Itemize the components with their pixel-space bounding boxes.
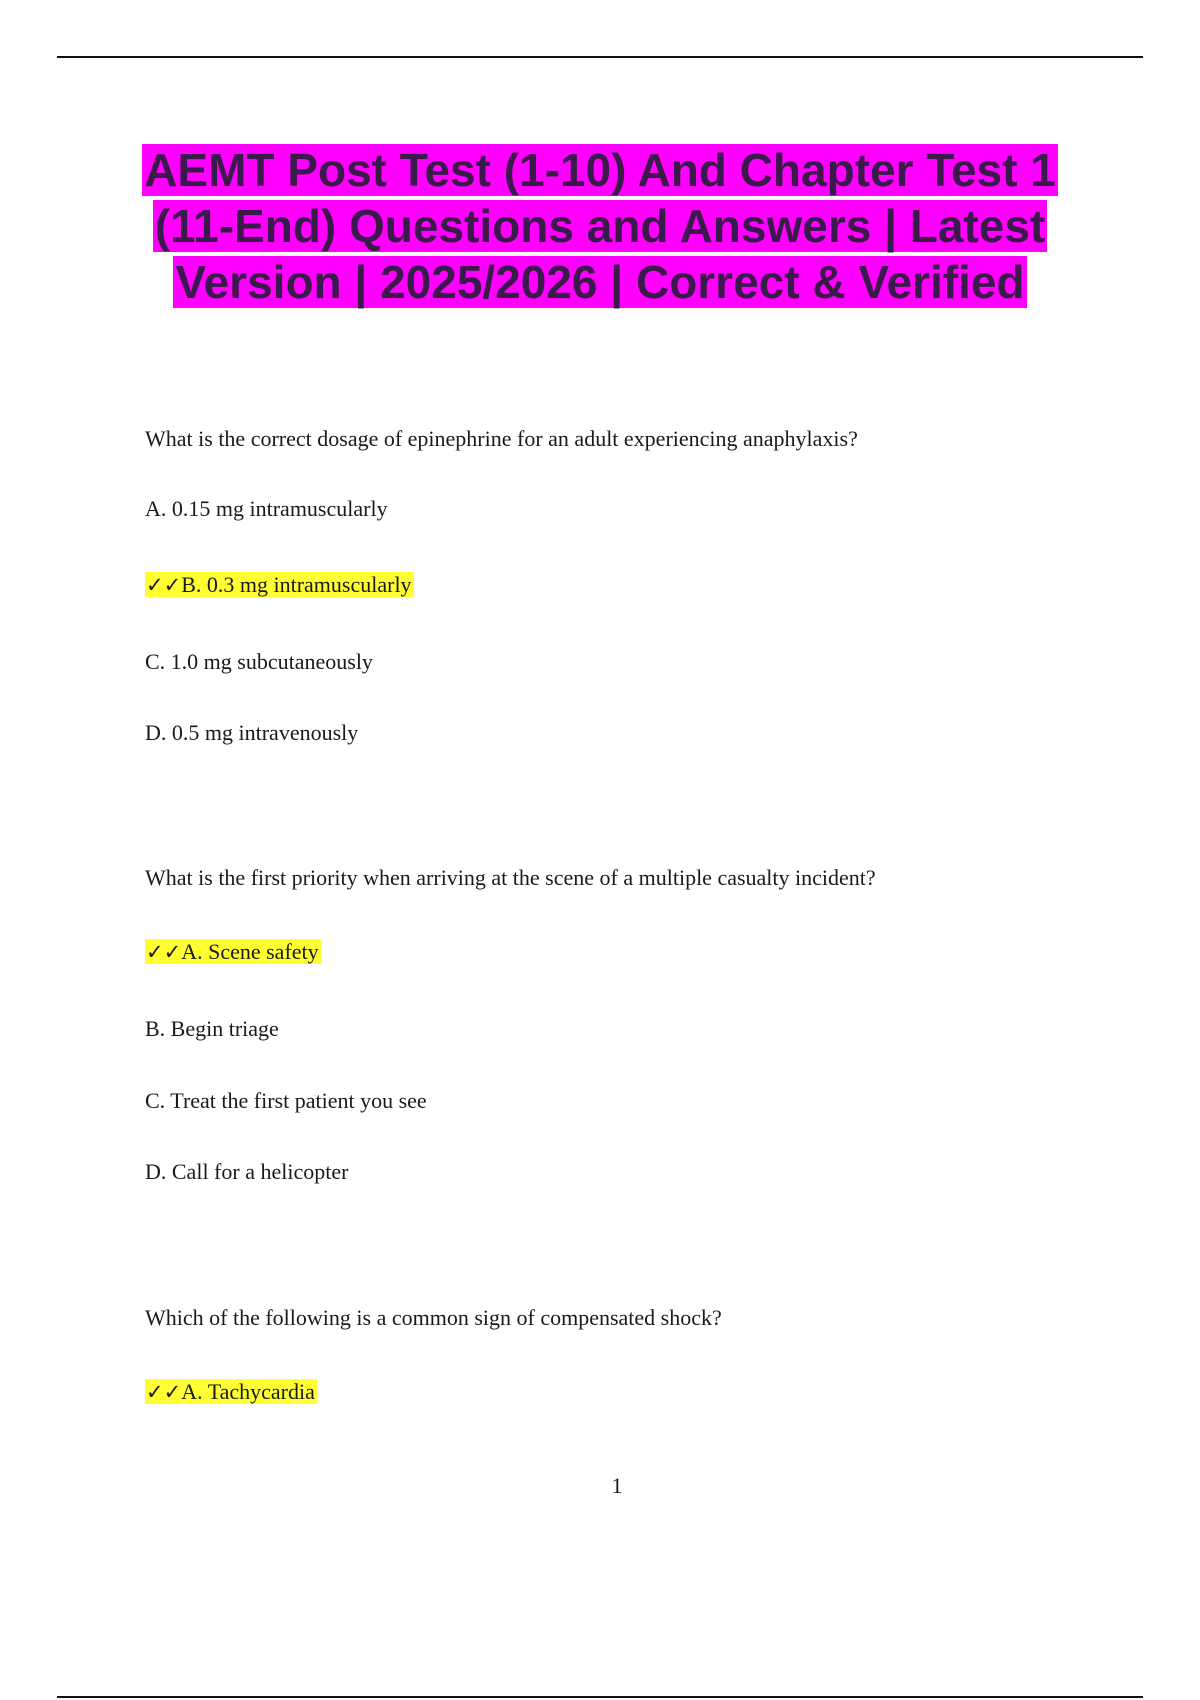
question-1-option-b-correct bbox=[145, 571, 414, 599]
document-title-block bbox=[140, 142, 1060, 310]
question-3-option-a-label: A. Tachycardia bbox=[181, 1379, 315, 1404]
correct-answer-highlight bbox=[145, 572, 414, 597]
title-highlight: AEMT Post Test (1-10) And Chapter Test 1 (11-End) Questions and Answers | Latest Version | 2025/2026 | Correct & Verified bbox=[144, 144, 1056, 308]
bottom-rule bbox=[57, 1696, 1143, 1698]
check-mark-icon: ✓✓ bbox=[146, 573, 182, 597]
question-3-option-a-correct bbox=[145, 1378, 317, 1406]
question-1-option-a: A. 0.15 mg intramuscularly bbox=[145, 496, 388, 521]
question-2-text: What is the first priority when arriving at the scene of a multiple casualty incident? bbox=[145, 865, 876, 890]
correct-answer-highlight bbox=[145, 939, 321, 964]
page-number: 1 bbox=[611, 1473, 623, 1498]
question-1-option-d: D. 0.5 mg intravenously bbox=[145, 720, 359, 745]
check-mark-icon: ✓✓ bbox=[146, 940, 182, 964]
top-rule bbox=[57, 56, 1143, 58]
check-mark-icon: ✓✓ bbox=[146, 1380, 182, 1404]
correct-answer-highlight bbox=[145, 1379, 317, 1404]
document-title bbox=[140, 142, 1060, 310]
question-1-option-b-label: B. 0.3 mg intramuscularly bbox=[181, 572, 412, 597]
question-2-option-c: C. Treat the first patient you see bbox=[145, 1088, 427, 1113]
question-3-text: Which of the following is a common sign of compensated shock? bbox=[145, 1305, 722, 1330]
question-2-option-a-correct bbox=[145, 938, 321, 966]
question-1-option-c: C. 1.0 mg subcutaneously bbox=[145, 649, 373, 674]
question-2-option-b: B. Begin triage bbox=[145, 1016, 279, 1041]
question-2-option-d: D. Call for a helicopter bbox=[145, 1159, 349, 1184]
question-2-option-a-label: A. Scene safety bbox=[181, 939, 319, 964]
question-1-text: What is the correct dosage of epinephrine for an adult experiencing anaphylaxis? bbox=[145, 426, 858, 451]
